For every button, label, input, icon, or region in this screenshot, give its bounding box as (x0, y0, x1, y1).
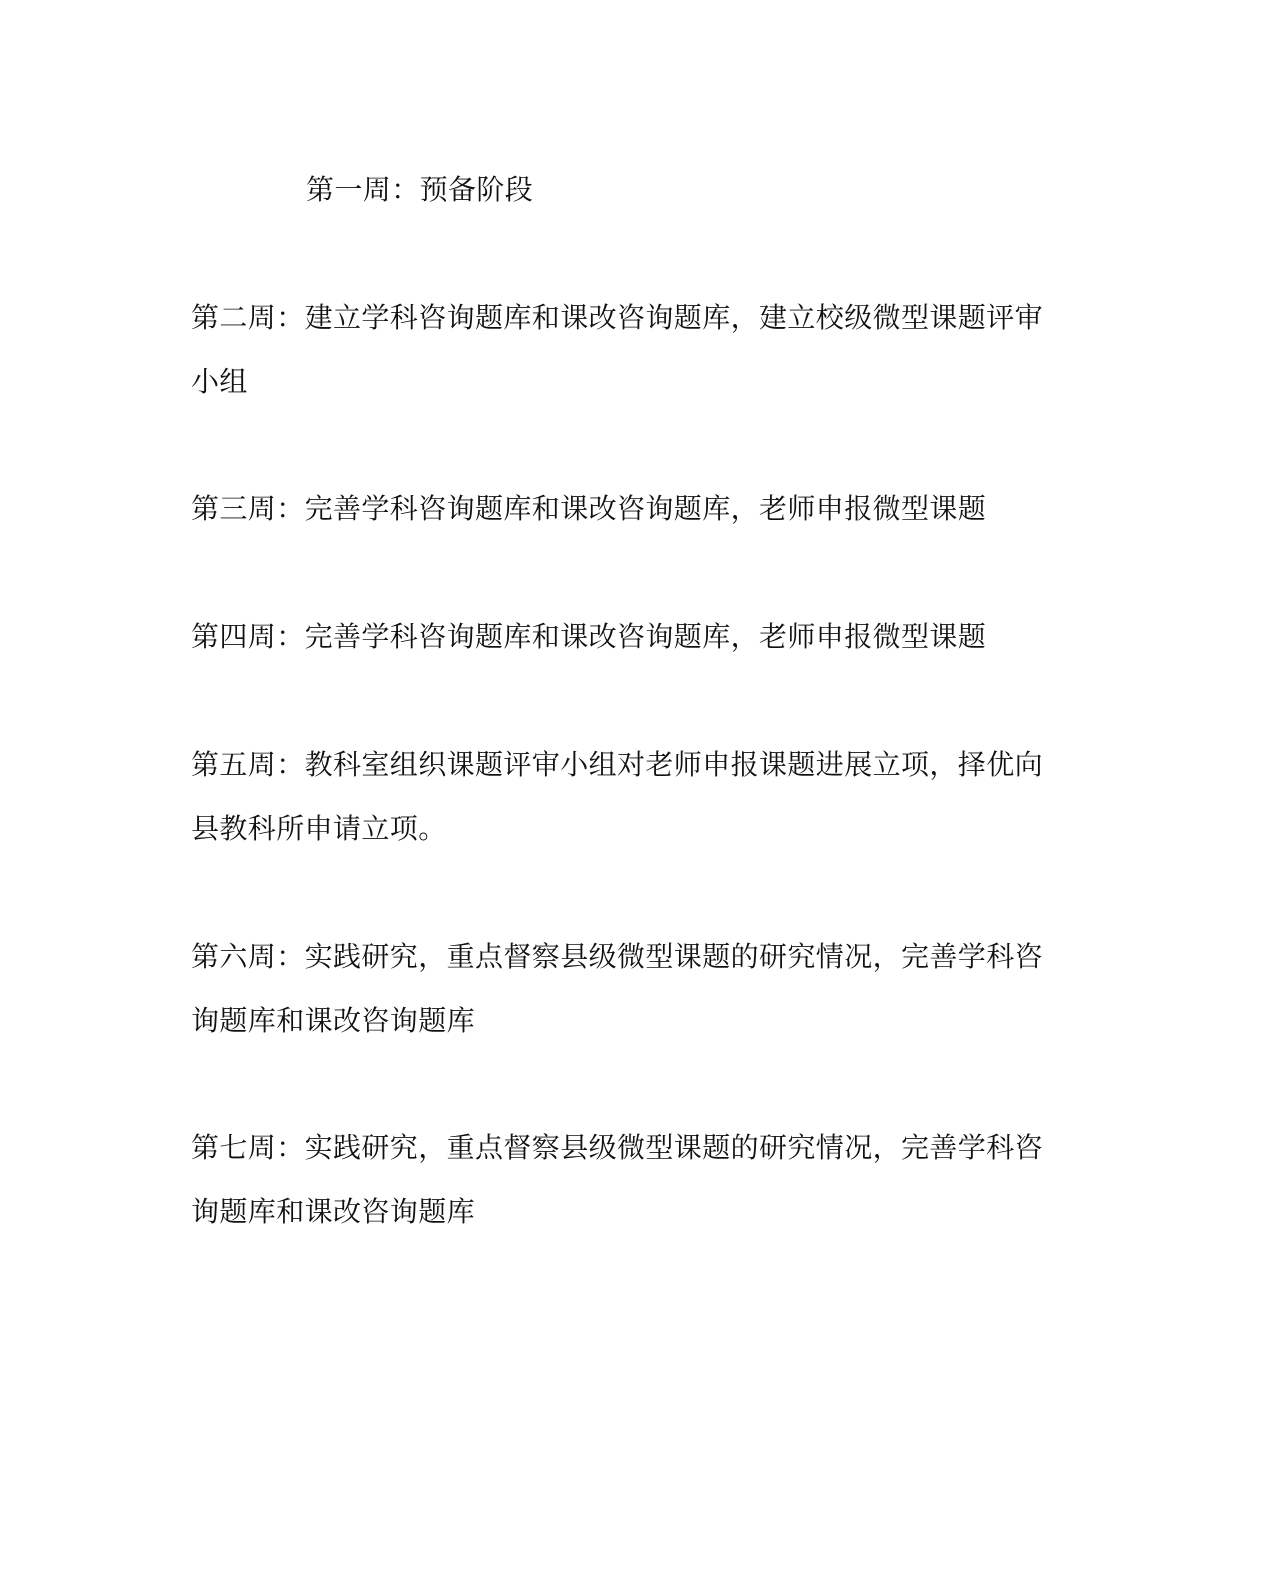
paragraph-line: 询题库和课改咨询题库 (191, 1004, 476, 1037)
paragraph-line: 第六周：实践研究，重点督察县级微型课题的研究情况，完善学科咨 (191, 940, 1044, 973)
week-3-paragraph (191, 477, 1071, 541)
paragraph-line: 第三周：完善学科咨询题库和课改咨询题库，老师申报微型课题 (191, 492, 987, 525)
paragraph-line: 第五周：教科室组织课题评审小组对老师申报课题进展立项，择优向 (191, 748, 1044, 781)
paragraph-line: 县教科所申请立项。 (191, 812, 447, 845)
paragraph-line: 第七周：实践研究，重点督察县级微型课题的研究情况，完善学科咨 (191, 1131, 1044, 1164)
week-5-paragraph (191, 733, 1071, 861)
paragraph-line: 小组 (191, 365, 248, 398)
week-1-paragraph (306, 158, 1186, 222)
week-6-paragraph (191, 925, 1071, 1053)
paragraph-line: 第二周：建立学科咨询题库和课改咨询题库，建立校级微型课题评审 (191, 301, 1044, 334)
week-2-paragraph (191, 286, 1071, 414)
week-7-paragraph (191, 1116, 1071, 1244)
week-4-paragraph (191, 605, 1071, 669)
paragraph-line: 第四周：完善学科咨询题库和课改咨询题库，老师申报微型课题 (191, 620, 987, 653)
paragraph-line: 第一周：预备阶段 (306, 173, 534, 206)
paragraph-line: 询题库和课改咨询题库 (191, 1195, 476, 1228)
